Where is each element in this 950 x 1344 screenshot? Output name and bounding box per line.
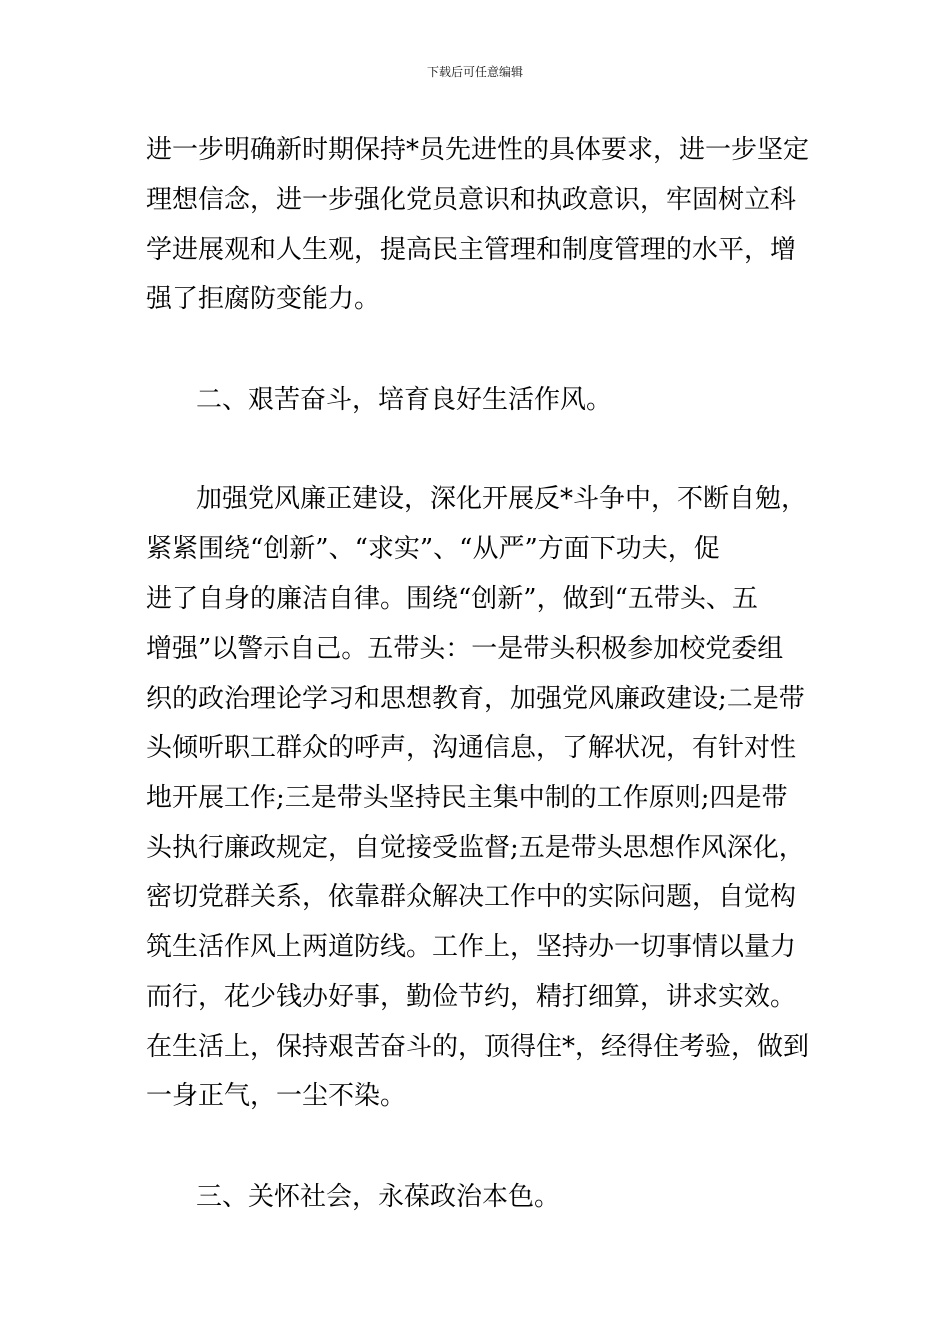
paragraph-1-line-4: 强了拒腐防变能力。 (146, 284, 381, 314)
paragraph-3-line-10: 筑生活作风上两道防线。工作上，坚持办一切事情以量力 (146, 932, 797, 962)
paragraph-3-line-2: 紧紧围绕“创新”、“求实”、“从严”方面下功夫，促 (146, 534, 720, 564)
paragraph-1-line-1: 进一步明确新时期保持*员先进性的具体要求，进一步坚定 (146, 135, 810, 165)
paragraph-3-line-5: 织的政治理论学习和思想教育，加强党风廉政建设;二是带 (146, 684, 805, 714)
paragraph-3-line-7: 地开展工作;三是带头坚持民主集中制的工作原则;四是带 (146, 783, 788, 813)
paragraph-1-line-2: 理想信念，进一步强化党员意识和执政意识，牢固树立科 (146, 185, 797, 215)
paragraph-3-line-12: 在生活上，保持艰苦奋斗的，顶得住*，经得住考验，做到 (146, 1032, 810, 1062)
paragraph-1-line-3: 学进展观和人生观，提高民主管理和制度管理的水平，增 (146, 235, 797, 265)
section-heading-3: 三、关怀社会，永葆政治本色。 (196, 1182, 561, 1212)
paragraph-3-line-4: 增强”以警示自己。五带头：一是带头积极参加校党委组 (146, 634, 784, 664)
section-heading-2: 二、艰苦奋斗，培育良好生活作风。 (196, 385, 613, 415)
paragraph-3-line-13: 一身正气，一尘不染。 (146, 1081, 407, 1111)
paragraph-3-line-1: 加强党风廉正建设，深化开展反*斗争中，不断自勉， (196, 484, 808, 514)
page-header: 下载后可任意编辑 (426, 65, 523, 79)
paragraph-3-line-9: 密切党群关系，依靠群众解决工作中的实际问题，自觉构 (146, 882, 797, 912)
paragraph-3-line-11: 而行，花少钱办好事，勤俭节约，精打细算，讲求实效。 (146, 982, 797, 1012)
paragraph-3-line-8: 头执行廉政规定，自觉接受监督;五是带头思想作风深化， (146, 833, 805, 863)
paragraph-3-line-3: 进了自身的廉洁自律。围绕“创新”，做到“五带头、五 (146, 584, 758, 614)
paragraph-3-line-6: 头倾听职工群众的呼声，沟通信息，了解状况，有针对性 (146, 733, 797, 763)
